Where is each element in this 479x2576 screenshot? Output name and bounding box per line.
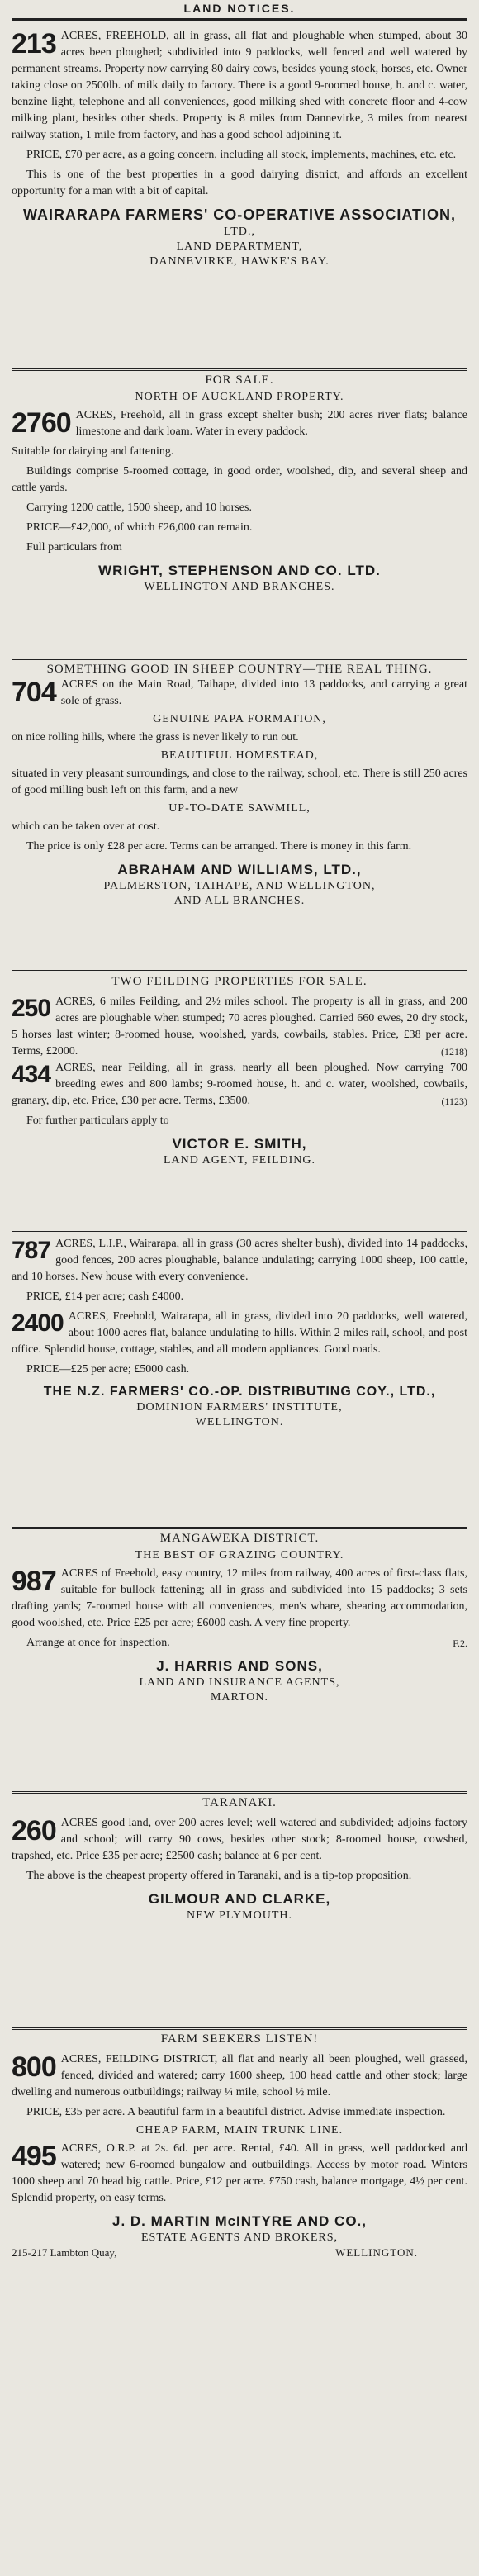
ad-text: ACRES good land, over 200 acres level; well watered and subdivided; adjoins factory and school; will carry 90 cows, besides other stock; 8-roomed house, cowshed, trapshed, etc. Price £35 per acre; £2500 cash; balance at 6 per cent. <box>12 1817 467 1862</box>
divider <box>12 970 467 972</box>
ad-entry <box>12 677 467 710</box>
agent-department: LAND DEPARTMENT, <box>176 240 303 253</box>
ad-text: ACRES, FEILDING DISTRICT, all flat and nearly all been ploughed, well grassed, fenced, divided and watered; carry 1600 sheep, 100 head cattle and other stock; large dwelling and numerous outbuildings; railway ¼ mile, school ½ mile. <box>12 2053 467 2098</box>
agent-name: GILMOUR AND CLARKE, <box>148 1891 331 1907</box>
acreage-number: 2760 <box>12 407 71 439</box>
ad-line: situated in very pleasant surroundings, and close to the railway, school, etc. There is still 250 acres of good milling bush left on this farm, and a new <box>12 768 467 796</box>
ad-text: ACRES on the Main Road, Taihape, divided into 13 paddocks, and carrying a great sole of grass. <box>60 678 467 707</box>
acreage-number: 260 <box>12 1815 56 1846</box>
agent-place: WELLINGTON. <box>335 2246 418 2259</box>
ad-entry <box>12 1815 467 1865</box>
ad-subhead: THE BEST OF GRAZING COUNTRY. <box>135 1549 344 1561</box>
price-line: PRICE—£42,000, of which £26,000 can remain. <box>26 521 253 534</box>
acreage-number: 800 <box>12 2051 56 2083</box>
ad-note: This is one of the best properties in a good dairying district, and affords an excellent opportunity for a man with a bit of capital. <box>12 169 467 197</box>
acreage-number: 434 <box>12 1061 51 1088</box>
ad-farm-seekers <box>12 2032 467 2260</box>
ad-line: Buildings comprise 5-roomed cottage, in good order, woolshed, dip, and several sheep and cattle yards. <box>12 465 467 494</box>
agent-sub: ESTATE AGENTS AND BROKERS, <box>140 2231 338 2244</box>
ad-entry <box>12 2141 467 2207</box>
divider <box>12 1527 467 1529</box>
agent-address: 215-217 Lambton Quay, <box>12 2246 117 2259</box>
ad-entry <box>12 1060 467 1110</box>
ad-feilding <box>12 975 467 1169</box>
ad-text: ACRES, L.I.P., Wairarapa, all in grass (30 acres shelter bush), divided into 14 paddocks, good fences, 200 acres ploughable, balance undulating; carrying 1000 sheep, 100 cattle, and 10 horses. New house with every convenience. <box>12 1238 467 1283</box>
ad-entry <box>12 1566 467 1632</box>
ad-taranaki <box>12 1796 467 1924</box>
divider <box>12 368 467 371</box>
acreage-number: 704 <box>12 677 56 708</box>
price-line: The price is only £28 per acre. Terms can be arranged. There is money in this farm. <box>26 840 412 853</box>
ad-line: Carrying 1200 cattle, 1500 sheep, and 10 horses. <box>26 501 252 514</box>
ad-entry <box>12 28 467 144</box>
ad-line: Full particulars from <box>26 541 122 554</box>
agent-place: PALMERSTON, TAIHAPE, AND WELLINGTON, <box>103 880 376 892</box>
agent-place: MARTON. <box>210 1691 269 1704</box>
ad-text: ACRES, near Feilding, all in grass, nearly all been ploughed. Now carrying 700 breeding ewes and 800 lambs; 9-roomed house, h. and c. water, woolshed, cowbails, granary, dip, etc. Price, £30 per acre. Terms, £3500. <box>12 1062 467 1107</box>
ad-text: ACRES, Freehold, all in grass except shelter bush; 200 acres river flats; balance limestone and dark loam. Water in every paddock. <box>75 409 467 438</box>
ad-subhead: CHEAP FARM, MAIN TRUNK LINE. <box>135 2124 344 2136</box>
ad-entry <box>12 407 467 440</box>
ad-feature: GENUINE PAPA FORMATION, <box>153 713 326 725</box>
ad-text: ACRES, FREEHOLD, all in grass, all flat and ploughable when stumped, about 30 acres been ploughed; subdivided into 9 paddocks, well fenced and well watered by permanent streams. Property now carrying 80 dairy cows, besides young stock, horses, etc. Owner taking close on 2500lb. of milk daily to factory. There is a good 9-roomed house, h. and c. water, benzine light, telephone and all conveniences, good milking shed with concrete floor and 4-cow milking plant, besides other sheds. Property is 8 miles from Dannevirke, 3 miles from nearest railway station, 1 mile from factory, and has a good school adjoining it. <box>12 30 467 141</box>
price-line: PRICE, £70 per acre, as a going concern, including all stock, implements, machines, etc. etc. <box>26 149 457 161</box>
agent-place: LAND AGENT, FEILDING. <box>163 1154 316 1167</box>
ad-line <box>12 1635 467 1652</box>
ad-entry <box>12 994 467 1060</box>
ad-entry <box>12 2051 467 2101</box>
divider <box>12 1231 467 1233</box>
ad-reference: (1123) <box>441 1096 467 1107</box>
ad-wairarapa <box>12 1236 467 1431</box>
ad-mangaweka <box>12 1532 467 1706</box>
ad-feature: BEAUTIFUL HOMESTEAD, <box>160 749 319 762</box>
agent-sub: DOMINION FARMERS' INSTITUTE, <box>136 1401 343 1414</box>
ad-subhead: NORTH OF AUCKLAND PROPERTY. <box>135 391 344 403</box>
divider <box>12 2027 467 2030</box>
ad-line: which can be taken over at cost. <box>12 820 160 833</box>
divider <box>12 1791 467 1794</box>
masthead: LAND NOTICES. <box>183 2 296 15</box>
acreage-number: 250 <box>12 995 51 1022</box>
ad-heading: SOMETHING GOOD IN SHEEP COUNTRY—THE REAL THING. <box>46 663 433 676</box>
ad-dannevirke <box>12 28 467 270</box>
ad-line: Suitable for dairying and fattening. <box>12 445 174 458</box>
acreage-number: 987 <box>12 1566 56 1597</box>
ad-text: ACRES, Freehold, Wairarapa, all in grass, divided into 20 paddocks, well watered, about 1000 acres flat, balance undulating to hills. Within 2 miles rail, school, and post office. Splendid house, cottage, stables, and all modern appliances. Good roads. <box>12 1310 467 1356</box>
ad-text: ACRES, O.R.P. at 2s. 6d. per acre. Rental, £40. All in grass, well paddocked and watered; new 6-roomed bungalow and outbuildings. Access by motor road. Winters 1000 sheep and 70 head big cattle. Price, £12 per acre. £750 cash, balance mortgage, 4½ per cent. Splendid property, on easy terms. <box>12 2142 467 2204</box>
masthead-rule <box>12 18 467 21</box>
ad-line: The above is the cheapest property offered in Taranaki, and is a tip-top proposition. <box>26 1870 412 1882</box>
agent-address-row <box>12 2246 467 2260</box>
agent-name: ABRAHAM AND WILLIAMS, LTD., <box>117 862 362 877</box>
agent-name: WRIGHT, STEPHENSON AND CO. LTD. <box>98 563 381 578</box>
acreage-number: 495 <box>12 2141 56 2172</box>
ad-heading: TARANAKI. <box>202 1796 277 1809</box>
ad-taihape <box>12 663 467 910</box>
agent-place: DANNEVIRKE, HAWKE'S BAY. <box>149 255 330 268</box>
ad-heading: FOR SALE. <box>205 373 274 387</box>
divider <box>12 658 467 660</box>
ad-text: ACRES of Freehold, easy country, 12 miles from railway, 400 acres of first-class flats, suitable for bullock fattening; all in grass and subdivided into 15 paddocks; 3 sets drafting yards; 7-roomed house with all conveniences, men's whare, shearing accommodation, good woolshed, etc. Price £25 per acre; £6000 cash. A very fine property. <box>12 1567 467 1629</box>
acreage-number: 2400 <box>12 1309 64 1337</box>
agent-place: WELLINGTON. <box>195 1416 284 1428</box>
agent-sub: LAND AND INSURANCE AGENTS, <box>139 1676 340 1689</box>
agent-place: NEW PLYMOUTH. <box>186 1909 292 1922</box>
ad-heading: FARM SEEKERS LISTEN! <box>160 2032 319 2046</box>
agent-name: WAIRARAPA FARMERS' CO-OPERATIVE ASSOCIATION, <box>23 207 456 223</box>
ad-line: on nice rolling hills, where the grass is never likely to run out. <box>12 731 299 744</box>
ad-feature: UP-TO-DATE SAWMILL, <box>168 802 311 815</box>
price-line: PRICE, £14 per acre; cash £4000. <box>26 1290 184 1303</box>
ad-heading: MANGAWEKA DISTRICT. <box>159 1532 320 1545</box>
agent-name: J. HARRIS AND SONS, <box>156 1658 323 1674</box>
ad-entry <box>12 1236 467 1286</box>
acreage-number: 213 <box>12 28 56 59</box>
agent-name: VICTOR E. SMITH, <box>172 1136 307 1152</box>
agent-place: WELLINGTON AND BRANCHES. <box>144 581 335 593</box>
price-line: PRICE, £35 per acre. A beautiful farm in a beautiful district. Advise immediate inspection. <box>26 2106 446 2118</box>
acreage-number: 787 <box>12 1237 51 1264</box>
ad-north-auckland <box>12 373 467 596</box>
agent-name: THE N.Z. FARMERS' CO.-OP. DISTRIBUTING COY., LTD., <box>43 1385 436 1399</box>
price-line: PRICE—£25 per acre; £5000 cash. <box>26 1363 190 1376</box>
inspection-note: Arrange at once for inspection. <box>26 1637 170 1649</box>
ad-reference: (1218) <box>441 1046 467 1057</box>
agent-name: J. D. MARTIN McINTYRE AND CO., <box>112 2213 367 2229</box>
agent-ltd: LTD., <box>224 226 255 238</box>
ad-reference: F.2. <box>453 1637 467 1649</box>
ad-entry <box>12 1309 467 1358</box>
ad-line: For further particulars apply to <box>26 1115 169 1127</box>
ad-text: ACRES, 6 miles Feilding, and 2½ miles school. The property is all in grass, and 200 acres are ploughable when stumped; 70 acres ploughed. Carried 660 ewes, 20 dry stock, 5 horses last winter; 8-roomed house, woolshed, yards, cowbails, stables. Price, £38 per acre. Terms, £2000. <box>12 996 467 1057</box>
agent-place: AND ALL BRANCHES. <box>173 895 306 907</box>
ad-heading: TWO FEILDING PROPERTIES FOR SALE. <box>111 975 368 988</box>
